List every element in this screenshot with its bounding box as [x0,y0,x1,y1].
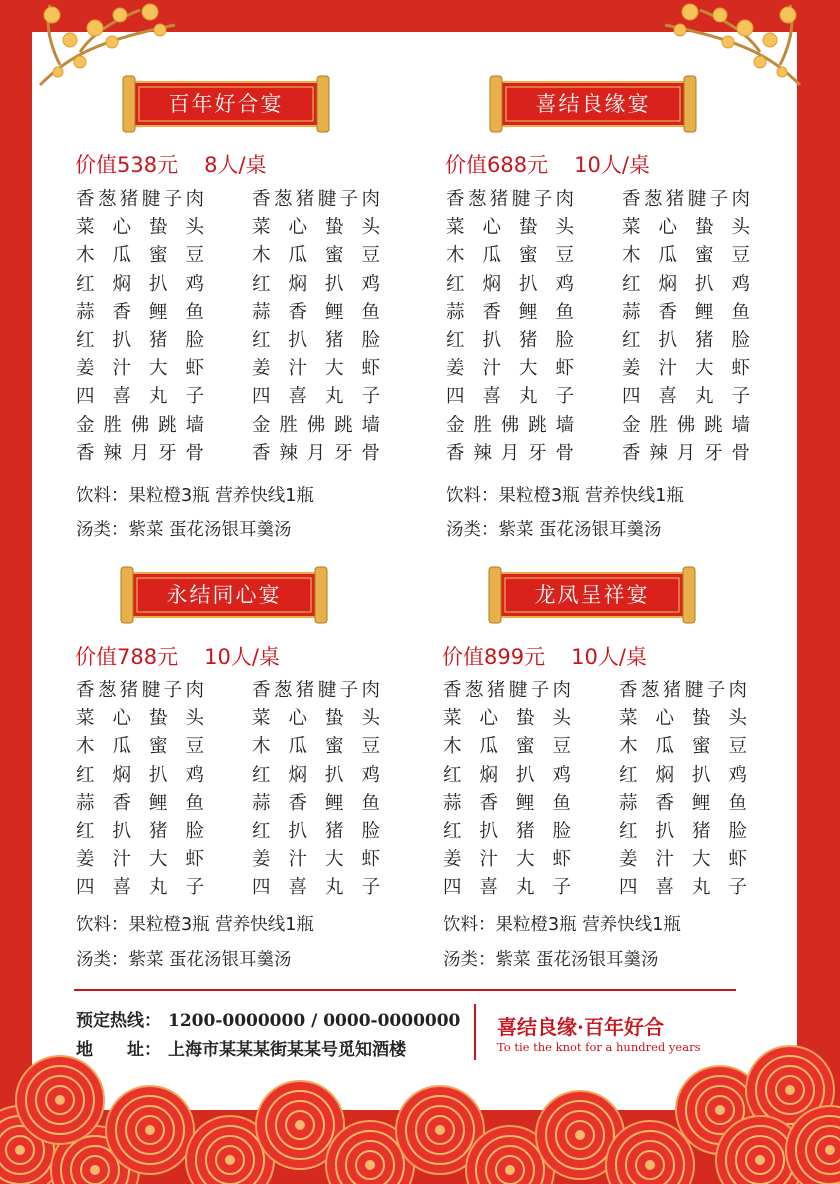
table-size: 10人/桌 [574,153,650,177]
slogan: 喜结良缘·百年好合 [497,1015,664,1039]
dish-item: 金胜佛跳墙 [622,414,750,436]
price-line [75,149,267,179]
dish-item: 红焖扒鸡 [252,273,380,295]
dish-item: 香辣月牙骨 [76,442,204,464]
dish-item: 红焖扒鸡 [252,764,380,786]
soup-line: 汤类：紫菜 蛋花汤银耳羹汤 [446,520,662,540]
dish-item: 蒜香鲤鱼 [76,792,204,814]
dish-item: 金胜佛跳墙 [76,414,204,436]
dish-item: 菜心蛰头 [76,217,204,239]
dish-item: 四喜丸子 [622,386,750,408]
dish-column-left [76,677,204,903]
dish-item: 红焖扒鸡 [76,273,204,295]
menu-title: 百年好合宴 [168,92,284,116]
dish-item: 菜心蛰头 [76,708,204,730]
menu-title-banner [121,74,331,134]
slogan-english: To tie the knot for a hundred years [497,1040,701,1054]
dish-item: 蒜香鲤鱼 [252,301,380,323]
dish-item: 香葱猪腱子肉 [443,680,571,701]
dish-item: 红扒猪脸 [622,329,750,351]
dish-item: 菜心蛰头 [252,217,380,239]
dish-item: 姜汁大虾 [443,849,571,871]
dish-item: 木瓜蜜豆 [76,245,204,267]
dish-column-left [446,186,574,468]
hotline-value: 1200-0000000 / 0000-0000000 [168,1011,461,1031]
soup-line: 汤类：紫菜 蛋花汤银耳羹汤 [76,520,292,540]
dish-item: 四喜丸子 [76,386,204,408]
dish-item: 蒜香鲤鱼 [446,301,574,323]
menu-title: 喜结良缘宴 [535,92,651,116]
hotline-label: 预定热线： [76,1011,161,1031]
dish-item: 姜汁大虾 [252,849,380,871]
dish-item: 姜汁大虾 [76,849,204,871]
dish-item: 蒜香鲤鱼 [622,301,750,323]
table-size: 10人/桌 [571,645,647,669]
dish-item: 红扒猪脸 [619,820,747,842]
dish-item: 菜心蛰头 [252,708,380,730]
dish-column-left [443,677,571,903]
dish-item: 菜心蛰头 [622,217,750,239]
soup-line: 汤类：紫菜 蛋花汤银耳羹汤 [443,950,659,970]
dish-item: 四喜丸子 [76,877,204,899]
dish-item: 菜心蛰头 [446,217,574,239]
menu-title-banner [119,565,329,625]
dish-item: 木瓜蜜豆 [76,736,204,758]
dish-column-right [619,677,747,903]
price: 价值788元 [75,645,179,669]
dish-item: 木瓜蜜豆 [622,245,750,267]
dish-column-right [252,677,380,903]
dish-item: 木瓜蜜豆 [252,736,380,758]
dish-column-left [76,186,204,468]
dish-item: 蒜香鲤鱼 [252,792,380,814]
dish-item: 四喜丸子 [252,877,380,899]
dish-item: 红扒猪脸 [446,329,574,351]
dish-item: 蒜香鲤鱼 [443,792,571,814]
menu-title: 龙凤呈祥宴 [534,583,650,607]
dish-item: 木瓜蜜豆 [446,245,574,267]
dish-item: 四喜丸子 [619,877,747,899]
dish-item: 木瓜蜜豆 [252,245,380,267]
dish-item: 金胜佛跳墙 [252,414,380,436]
soup-line: 汤类：紫菜 蛋花汤银耳羹汤 [76,950,292,970]
dish-item: 红焖扒鸡 [446,273,574,295]
auspicious-clouds-decoration [0,1030,840,1184]
drinks-line: 饮料：果粒橙3瓶 营养快线1瓶 [446,486,684,506]
address-label: 地 址： [76,1040,161,1060]
dish-item: 红扒猪脸 [252,820,380,842]
price: 价值538元 [75,153,179,177]
hotline-line [76,1006,460,1031]
price-line [445,149,650,179]
dish-item: 菜心蛰头 [443,708,571,730]
price-line [442,641,647,671]
dish-item: 红焖扒鸡 [622,273,750,295]
dish-item: 香葱猪腱子肉 [76,680,204,701]
price: 价值688元 [445,153,549,177]
dish-item: 金胜佛跳墙 [446,414,574,436]
dish-item: 蒜香鲤鱼 [76,301,204,323]
dish-item: 香葱猪腱子肉 [252,680,380,701]
table-size: 10人/桌 [204,645,280,669]
dish-item: 香葱猪腱子肉 [446,189,574,210]
dish-item: 姜汁大虾 [252,358,380,380]
dish-item: 香葱猪腱子肉 [76,189,204,210]
address-value: 上海市某某某街某某号觅知酒楼 [168,1040,406,1060]
dish-item: 姜汁大虾 [76,358,204,380]
dish-item: 红焖扒鸡 [619,764,747,786]
price-line [75,641,280,671]
dish-item: 蒜香鲤鱼 [619,792,747,814]
drinks-line: 饮料：果粒橙3瓶 营养快线1瓶 [76,486,314,506]
dish-column-right [622,186,750,468]
table-size: 8人/桌 [204,153,267,177]
dish-item: 香葱猪腱子肉 [619,680,747,701]
menu-title-banner [488,74,698,134]
price: 价值899元 [442,645,546,669]
dish-item: 姜汁大虾 [619,849,747,871]
dish-item: 四喜丸子 [252,386,380,408]
menu-title-banner [487,565,697,625]
dish-item: 香辣月牙骨 [622,442,750,464]
dish-item: 四喜丸子 [446,386,574,408]
dish-item: 红焖扒鸡 [443,764,571,786]
drinks-line: 饮料：果粒橙3瓶 营养快线1瓶 [76,915,314,935]
menu-title: 永结同心宴 [166,583,282,607]
dish-item: 菜心蛰头 [619,708,747,730]
dish-item: 木瓜蜜豆 [443,736,571,758]
footer-divider [74,989,736,991]
dish-item: 香辣月牙骨 [252,442,380,464]
dish-item: 红扒猪脸 [443,820,571,842]
dish-item: 香葱猪腱子肉 [622,189,750,210]
dish-column-right [252,186,380,468]
dish-item: 香葱猪腱子肉 [252,189,380,210]
dish-item: 红焖扒鸡 [76,764,204,786]
dish-item: 四喜丸子 [443,877,571,899]
dish-item: 木瓜蜜豆 [619,736,747,758]
dish-item: 姜汁大虾 [622,358,750,380]
dish-item: 红扒猪脸 [252,329,380,351]
dish-item: 姜汁大虾 [446,358,574,380]
dish-item: 红扒猪脸 [76,329,204,351]
dish-item: 香辣月牙骨 [446,442,574,464]
drinks-line: 饮料：果粒橙3瓶 营养快线1瓶 [443,915,681,935]
dish-item: 红扒猪脸 [76,820,204,842]
